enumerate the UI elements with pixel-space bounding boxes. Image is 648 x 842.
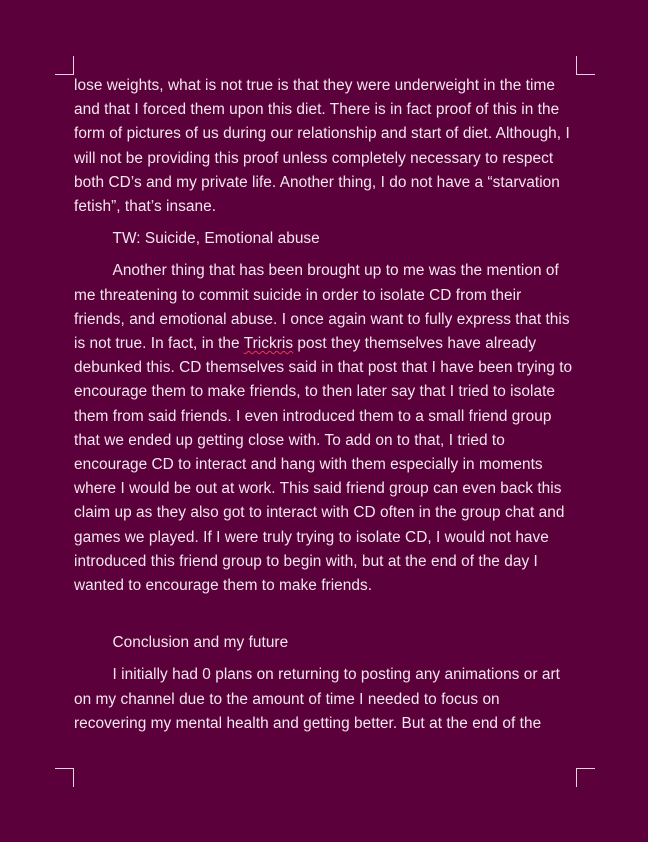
document-body[interactable] <box>74 74 576 744</box>
paragraph-isolation <box>74 259 576 598</box>
paragraph-isolation-end: post they themselves have already debunked this. CD themselves said in that post that I have been trying to encourage them to make friends, to then later say that I tried to isolate them from said friends. I even introduced them to a small friend group that we ended up getting close with. To add on to that, I tried to encourage CD to interact and hang with them especially in moments where I would be out at work. This said friend group can even back this claim up as they also got to interact with CD often in the group chat and games we played. If I were truly trying to isolate CD, I would not have introduced this friend group to begin with, but at the end of the day I wanted to encourage them to make friends. <box>74 335 573 595</box>
margin-corner-top-right <box>576 56 595 75</box>
margin-corner-top-left <box>55 56 74 75</box>
spellcheck-flagged-word[interactable]: Trickris <box>243 335 294 353</box>
paragraph-future: I initially had 0 plans on returning to posting any animations or art on my channel due to the amount of time I needed to focus on recovering my mental health and getting better. But at the end of the <box>74 666 560 732</box>
paragraph-isolation-start: Another thing that has been brought up to me was the mention of me threatening to commit suicide in order to isolate CD from their friends, and emotional abuse. I once again want to fully express that this is not true. In fact, in the <box>74 262 570 353</box>
trigger-warning-heading: TW: Suicide, Emotional abuse <box>112 230 320 248</box>
margin-corner-bottom-left <box>55 768 74 787</box>
conclusion-heading: Conclusion and my future <box>112 634 289 652</box>
blank-line <box>74 606 576 631</box>
paragraph-diet: lose weights, what is not true is that they were underweight in the time and that I forced them upon this diet. There is in fact proof of this in the form of pictures of us during our relationship and start of diet. Although, I will not be providing this proof unless completely necessary to respect both CD’s and my private life. Another thing, I do not have a “starvation fetish”, that’s insane. <box>74 77 570 216</box>
margin-corner-bottom-right <box>576 768 595 787</box>
